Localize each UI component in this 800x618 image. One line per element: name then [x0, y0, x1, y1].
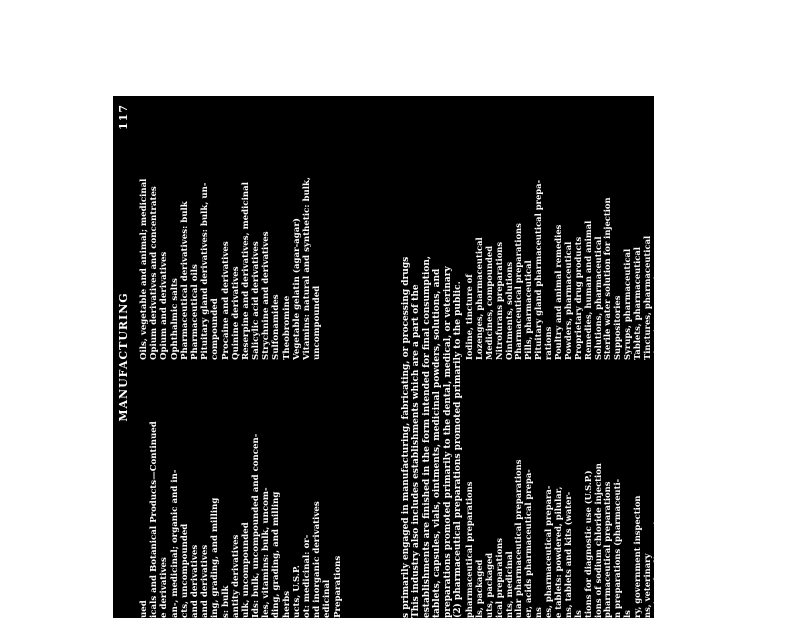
text-line: ns, tablets and kits (water- [562, 491, 573, 618]
text-line: Preparations [332, 555, 343, 618]
text-line: (2) pharmaceutical preparations promoted primarily to the public. [452, 281, 463, 618]
industry-description [401, 96, 463, 618]
text-line: and derivatives [200, 544, 211, 618]
text-line: ous solutions [671, 555, 682, 618]
text-line: Proprietary drug products [572, 236, 583, 360]
page-number: 117 [117, 104, 130, 130]
text-line: nts, medicinal [503, 551, 514, 618]
text-line: cts, uncompounded [179, 523, 190, 618]
text-line: s primarily engaged in manufacturing, fabricating, or processing drugs [401, 256, 411, 618]
scanned-page [113, 96, 702, 618]
text-line: Theobromine [281, 295, 292, 360]
text-line: Water, sterile, for injection [681, 233, 692, 360]
text-line: ls, packaged [473, 559, 484, 618]
text-line: Suppositories [612, 295, 623, 360]
top-left-column [139, 368, 343, 618]
text-line: ary preparations [661, 540, 672, 618]
text-line: preparations promoted primarily to the dental, medical, or veterinary [442, 266, 453, 618]
text-line: Oils, vegetable and animal; medicinal [139, 178, 149, 360]
text-line: ions of sodium chloride injection [592, 463, 603, 618]
text-line: Pharmaceutical preparations [513, 223, 524, 360]
text-line: les, vitamins: bulk, uncom- [261, 487, 272, 618]
text-line: ulk, uncompounded [240, 522, 251, 618]
text-line: ls [572, 610, 583, 618]
text-line: Tablets, pharmaceutical [632, 247, 643, 360]
text-line: an-, medicinal; organic and in- [169, 469, 180, 618]
text-line: ns, veterinary [642, 553, 653, 618]
text-line: edicinal [322, 579, 333, 618]
text-line: Procaine and derivatives [220, 241, 231, 360]
text-line: Lozenges, pharmaceutical [473, 237, 484, 360]
text-line: ical preparations [493, 538, 504, 618]
text-line: rations [671, 326, 682, 360]
text-line: pharmaceutical preparations [464, 481, 474, 618]
rotated-text-block [113, 96, 702, 618]
page-header [117, 96, 133, 618]
text-line: ry, government inspection [632, 495, 643, 618]
text-line: n preparations (pharmaceuti- [612, 478, 623, 618]
text-line: Syrups, pharmaceutical [622, 248, 633, 360]
text-line: Pharmaceutical derivatives: bulk [179, 201, 190, 360]
text-line: er, acids pharmaceutical prepa- [523, 469, 534, 618]
text-line: Medicines, compounded [483, 245, 494, 360]
text-line: pharmaceutical preparations [602, 481, 613, 618]
text-line: Pharmaceutical oils [189, 264, 200, 360]
text-line: es, pharmaceutical prepara- [543, 485, 554, 618]
text-line: Vitamin, pharmaceutical drug prepa- [661, 185, 672, 360]
text-line: e tablets: powdered, pilular, [553, 486, 564, 618]
text-line: establishments are finished in the form intended for final consumption, [421, 255, 432, 618]
text-line: Tinctures, pharmaceutical [642, 235, 653, 360]
text-line: Vitamins: natural and synthetic: bulk, [302, 177, 312, 360]
text-line: Solutions, pharmaceutical [592, 236, 603, 360]
text-line: Quinine derivatives [230, 266, 241, 360]
top-right-column [139, 96, 322, 360]
text-line: ued [139, 600, 149, 618]
text-line: Ophthalmic salts [169, 278, 180, 360]
text-line: uts, packaged [483, 552, 494, 618]
text-line: Remedies, human and animal [582, 220, 593, 360]
text-line: ular pharmaceutical preparations [513, 459, 524, 618]
text-line: rations [543, 326, 554, 360]
text-line: ucts, U.S.P. [291, 565, 302, 618]
text-line: Pills, pharmaceutical [523, 260, 534, 360]
text-line: Vitamin preparations [651, 259, 662, 360]
text-line: rations for diagnostic use [651, 497, 662, 618]
text-line: Opium derivatives and concentrates [149, 186, 160, 360]
text-line: s: bulk [220, 585, 231, 618]
text-line: Iodine, tincture of [464, 274, 474, 360]
text-line: Ids: bulk, uncompounded and concen- [251, 433, 262, 618]
text-line: ot: medicinal: or- [302, 534, 312, 618]
text-line: Opium and derivatives [159, 251, 170, 360]
text-line: Powders, pharmaceutical [562, 241, 573, 360]
text-line: antity derivatives [230, 534, 241, 618]
text-line: and derivatives [189, 544, 200, 618]
text-line: uncompounded [312, 285, 323, 360]
text-line: Sterile water solution for injection [602, 197, 613, 360]
text-line: Zinc ointment [691, 293, 702, 360]
running-title: MANUFACTURING [117, 292, 130, 422]
text-line: Nitrofurans preparations [493, 241, 504, 360]
text-line: Ointments, solutions [503, 261, 514, 360]
text-line: ding, grading, and milling [271, 491, 282, 618]
text-line: nd inorganic derivatives [312, 501, 323, 618]
text-line: Salicylic acid derivatives [251, 241, 262, 360]
text-line: herbs [281, 590, 292, 618]
text-line: Vegetable gelatin (agar-agar) [291, 218, 302, 360]
text-line: tions for diagnostic use (U.S.P.) [582, 470, 593, 618]
text-line: tablets, capsules, vials, ointments, medicinal powders, solutions, and [432, 268, 443, 618]
text-line: icals and Botanical Products—Continued [149, 421, 160, 618]
text-line: Pituitary gland derivatives: bulk, un- [200, 182, 211, 360]
text-line: ls [622, 610, 633, 618]
text-line: Reserpine and derivatives, medicinal [240, 181, 251, 360]
bottom-left-column [465, 368, 683, 618]
text-line: Poultry and animal remedies [553, 224, 564, 360]
text-line: ns [533, 607, 544, 618]
bottom-right-column [465, 96, 702, 360]
text-line: Pituitary gland pharmaceutical prepa- [533, 179, 544, 360]
text-line: compounded [210, 298, 221, 360]
text-line: ing, grading, and milling [210, 497, 221, 618]
text-line: Sulfonamides [271, 294, 282, 360]
text-line: This industry also includes establishments which are a part of the [411, 284, 422, 618]
text-line: Strychnine and derivatives [261, 231, 272, 360]
text-line: e derivatives [159, 557, 170, 618]
